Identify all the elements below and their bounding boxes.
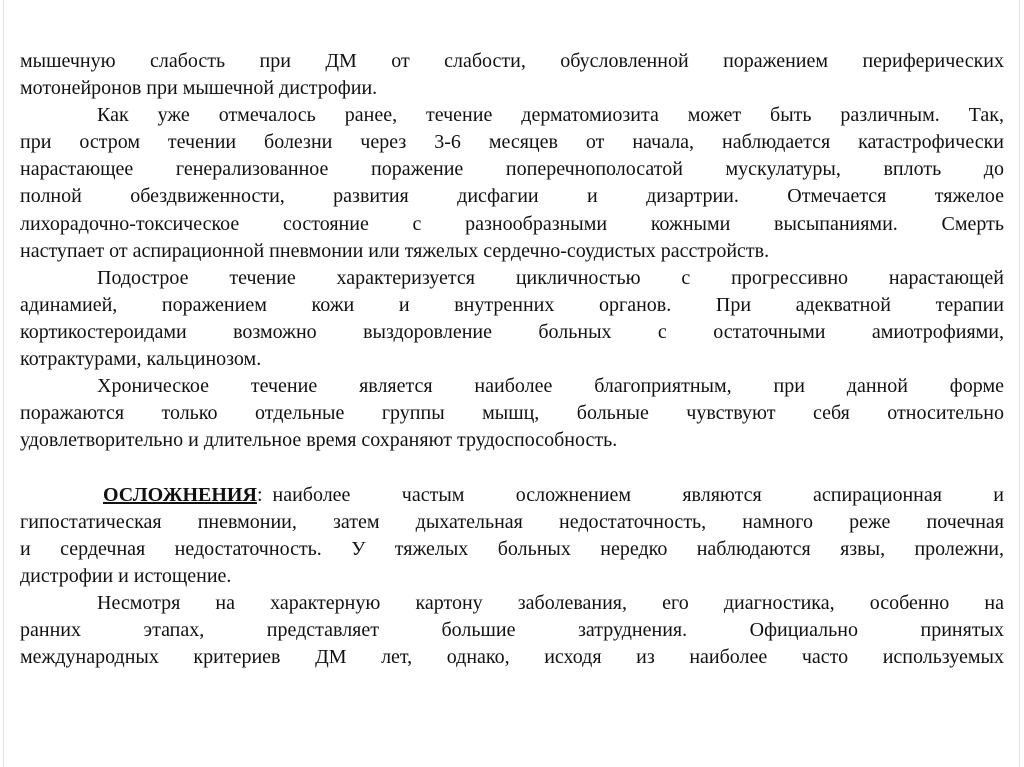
heading-colon: : — [256, 483, 263, 506]
text-line: лихорадочно-токсическое состояние с разнообразными кожными высыпаниями. Смерть — [20, 212, 1004, 235]
text-line: нарастающее генерализованное поражение поперечнополосатой мускулатуры, вплоть до — [20, 158, 1004, 181]
text-line: удовлетворительно и длительное время сохраняют трудоспособность. — [20, 429, 618, 452]
text-line: Хроническое течение является наиболее благоприятным, при данной форме — [97, 375, 1004, 398]
text-line: при остром течении болезни через 3-6 месяцев от начала, наблюдается катастрофически — [20, 131, 1004, 154]
text-line: поражаются только отдельные группы мышц, больные чувствуют себя относительно — [20, 402, 1004, 425]
text-line: полной обездвиженности, развития дисфагии и дизартрии. Отмечается тяжелое — [20, 185, 1004, 208]
text-line: Подострое течение характеризуется цикличностью с прогрессивно нарастающей — [97, 266, 1004, 289]
complications-heading: ОСЛОЖНЕНИЯ — [103, 483, 257, 506]
text-line: и сердечная недостаточность. У тяжелых больных нередко наблюдаются язвы, пролежни, — [20, 537, 1004, 560]
text-line: дистрофии и истощение. — [20, 564, 232, 587]
text-line: Как уже отмечалось ранее, течение дерматомиозита может быть различным. Так, — [97, 104, 1004, 127]
text-line: международных критериев ДМ лет, однако, исходя из наиболее часто используемых — [20, 646, 1004, 669]
document-text — [20, 48, 1004, 671]
complications-first-line — [20, 482, 1004, 509]
paragraph-spacer — [20, 454, 1004, 481]
text-line: кортикостероидами возможно выздоровление больных с остаточными амиотрофиями, — [20, 320, 1004, 343]
text-line: наступает от аспирационной пневмонии или тяжелых сердечно-соудистых расстройств. — [20, 239, 770, 262]
text-line: адинамией, поражением кожи и внутренних органов. При адекватной терапии — [20, 293, 1004, 316]
text-line: Несмотря на характерную картону заболевания, его диагностика, особенно на — [97, 591, 1004, 614]
text-line: мотонейронов при мышечной дистрофии. — [20, 77, 378, 100]
text-line: мышечную слабость при ДМ от слабости, обусловленной поражением периферических — [20, 50, 1004, 72]
complications-heading-group — [103, 482, 263, 509]
text-line: гипостатическая пневмонии, затем дыхательная недостаточность, намного реже почечная — [20, 510, 1004, 533]
text-line: ранних этапах, представляет большие затруднения. Официально принятых — [20, 618, 1004, 641]
text-line: котрактурами, кальцинозом. — [20, 348, 262, 371]
complications-first-line-text: наиболее частым осложнением являются аспирационная и — [272, 483, 1004, 506]
